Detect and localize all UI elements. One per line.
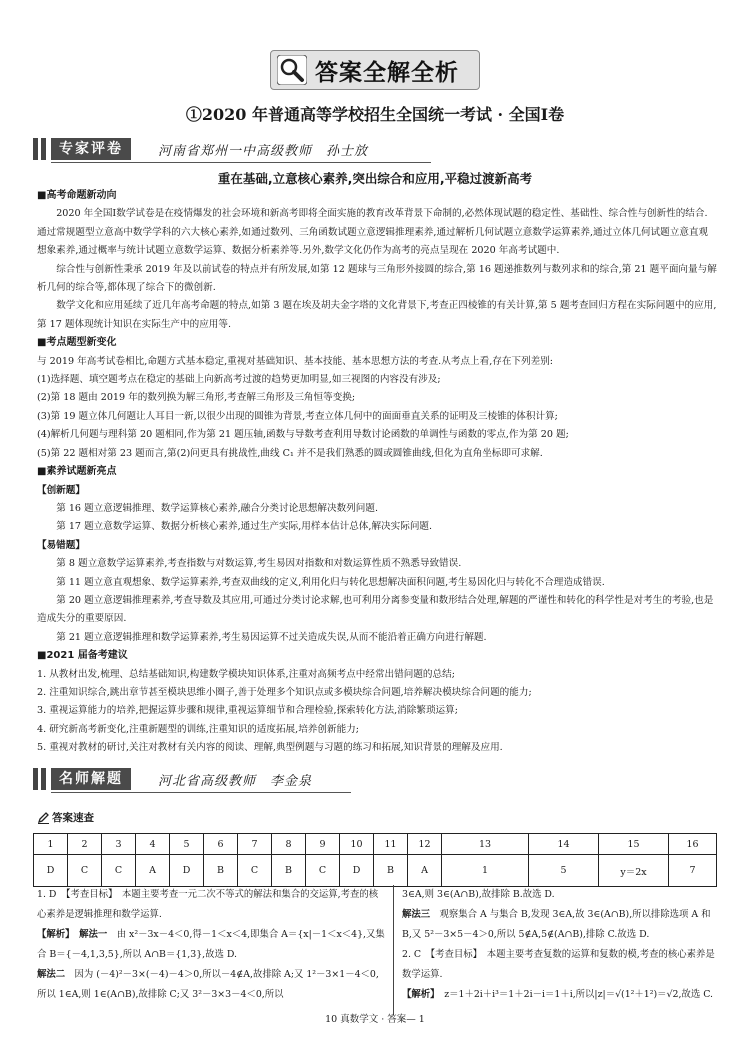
banner-title: 答案全解全析 — [315, 60, 459, 86]
answer-value-cell: A — [136, 855, 170, 887]
answer-number-cell: 7 — [238, 834, 272, 855]
answer-number-cell: 1 — [34, 834, 68, 855]
answer-value-cell: C — [238, 855, 272, 887]
header-bar — [41, 138, 46, 160]
solution-text: z＝1＋2i＋i³＝1＋2i－i＝1＋i,所以|z|＝√(1²＋1²)＝√2,故选 C. — [434, 989, 714, 1000]
header-rule — [51, 792, 351, 793]
list-item: 2. 注重知识综合,跳出章节甚至模块思维小圈子,善于处理多个知识点或多模块综合问题,培养解决模块综合问题的能力; — [37, 686, 532, 698]
solution-text: 因为 (－4)²－3×(－4)－4＞0,所以－4∉A,故排除 A;又 1²－3×1－4＜0,所以 1∈A,则 1∈(A∩B),故排除 C;又 3²－3×3－4＜0,所以 — [37, 969, 379, 1000]
quick-answer-label: 答案速查 — [52, 812, 94, 824]
expert-tag: 专家评卷 — [51, 138, 131, 160]
solution-text — [402, 905, 717, 945]
list-item: (3)第 19 题立体几何题让人耳目一新,以很少出现的圆锥为背景,考查立体几何中的面面垂直关系的证明及三棱锥的体积计算; — [37, 410, 558, 422]
exam-subtitle: ①2020 年普通高等学校招生全国统一考试 · 全国Ⅰ卷 — [185, 105, 565, 124]
answer-value-cell: B — [272, 855, 306, 887]
paragraph: 第 11 题立意直观想象、数学运算素养,考查双曲线的定义,利用化归与转化思想解决面积问题,考生易因化归与转化不合理造成错误. — [56, 576, 605, 588]
answer-number-cell: 5 — [170, 834, 204, 855]
solution-text: 3∈A,则 3∈(A∩B),故排除 B.故选 D. — [402, 889, 555, 900]
answer-number-cell: 4 — [136, 834, 170, 855]
solution-text — [37, 925, 387, 965]
list-item: (4)解析几何题与理科第 20 题相同,作为第 21 题压轴,函数与导数考查利用导数讨论函数的单调性与函数的零点,作为第 20 题; — [37, 429, 569, 441]
answer-value-cell: D — [34, 855, 68, 887]
solution-text: 2. C 【考查目标】 本题主要考查复数的运算和复数的模,考查的核心素养是数学运算. — [402, 949, 715, 980]
answer-value-cell: D — [170, 855, 204, 887]
method-label: 【解析】 — [402, 989, 435, 1000]
answer-number-row — [34, 834, 717, 855]
answer-value-cell: C — [68, 855, 102, 887]
paragraph: 综合性与创新性秉承 2019 年及以前试卷的特点并有所发展,如第 12 题球与三角形外接圆的综合,第 16 题递推数列与数列求和的综合,第 21 题平面向量与解析几何的综合等,都体现了综合下的微创新. — [37, 263, 717, 294]
subsection-tag: 【创新题】 — [37, 484, 85, 496]
section-heading: ■2021 届备考建议 — [37, 650, 128, 662]
answer-value-cell: 7 — [669, 855, 717, 887]
column-divider — [393, 885, 394, 1015]
review-headline: 重在基础,立意核心素养,突出综合和应用,平稳过渡新高考 — [217, 171, 533, 186]
answer-table — [33, 833, 717, 887]
solution-right-column — [402, 885, 717, 1005]
list-item: (5)第 22 题相对第 23 题而言,第(2)问更具有挑战性,曲线 C₁ 并不是我们熟悉的圆或圆锥曲线,但化为直角坐标即可求解. — [37, 447, 543, 459]
answer-number-cell: 15 — [599, 834, 669, 855]
expert-section-header — [33, 138, 723, 160]
answer-value-cell: B — [204, 855, 238, 887]
answer-number-cell: 8 — [272, 834, 306, 855]
answer-number-cell: 14 — [529, 834, 599, 855]
answer-number-cell: 10 — [340, 834, 374, 855]
method-label: 【解析】 解法一 — [37, 929, 108, 940]
paragraph: 第 20 题立意逻辑推理素养,考查导数及其应用,可通过分类讨论求解,也可利用分离参变量和数形结合处理,解题的严谨性和转化的科学性是对考生的考验,也是造成失分的重要原因. — [37, 594, 714, 625]
list-item: (2)第 18 题由 2019 年的数列换为解三角形,考查解三角形及三角恒等变换; — [37, 392, 356, 404]
paragraph: 第 16 题立意逻辑推理、数学运算核心素养,融合分类讨论思想解决数列问题. — [56, 502, 378, 514]
section-heading: ■考点题型新变化 — [37, 337, 117, 349]
answer-number-cell: 9 — [306, 834, 340, 855]
answer-value-cell: y＝2x — [599, 855, 669, 887]
answer-number-cell: 13 — [442, 834, 529, 855]
answer-value-cell: A — [408, 855, 442, 887]
answer-value-cell: 5 — [529, 855, 599, 887]
solution-text — [37, 965, 387, 1005]
pencil-icon — [37, 811, 50, 824]
teacher-author: 河北省高级教师 李金泉 — [158, 774, 313, 789]
subsection-tag: 【易错题】 — [37, 539, 85, 551]
teacher-section-header — [33, 768, 723, 790]
answer-value-cell: C — [306, 855, 340, 887]
answer-number-cell: 2 — [68, 834, 102, 855]
solution-left-column — [37, 885, 387, 1005]
paragraph: 2020 年全国Ⅰ数学试卷是在疫情爆发的社会环境和新高考即将全面实施的教育改革背景下命制的,必然体现试题的稳定性、基础性、综合性与创新性的结合.通过常规题型立意高中数学学科的六大核心素养,如通过数列、三角函数试题立意逻辑推理素养,通过解析几何试题立意数学运算素养,通过立体几何试题立意直观想象素养,通过概率与统计试题立意数学运算、数据分析素养等.另外,数学文化仍作为高考的亮点呈现在 2020 年高考试题中. — [37, 208, 709, 257]
answer-number-cell: 3 — [102, 834, 136, 855]
header-bar — [41, 768, 46, 790]
answer-value-cell: 1 — [442, 855, 529, 887]
solution-text: 观察集合 A 与集合 B,发现 3∈A,故 3∈(A∩B),所以排除选项 A 和 B,又 5²－3×5－4＞0,所以 5∉A,5∉(A∩B),排除 C.故选 D. — [402, 909, 711, 940]
answer-value-cell: C — [102, 855, 136, 887]
list-item: 4. 研究新高考新变化,注重新题型的训练,注重知识的适度拓展,培养创新能力; — [37, 723, 359, 735]
answer-number-cell: 6 — [204, 834, 238, 855]
answer-value-cell: D — [340, 855, 374, 887]
section-heading: ■高考命题新动向 — [37, 190, 117, 201]
magnifier-icon — [277, 55, 307, 85]
paragraph: 第 8 题立意数学运算素养,考查指数与对数运算,考生易因对指数和对数运算性质不熟悉导致错误. — [56, 558, 462, 570]
answer-number-cell: 11 — [374, 834, 408, 855]
answer-number-cell: 12 — [408, 834, 442, 855]
solution-text: 由 x²－3x－4＜0,得－1＜x＜4,即集合 A＝{x|－1＜x＜4},又集合 B＝{－4,1,3,5},所以 A∩B＝{1,3},故选 D. — [37, 929, 385, 960]
solution-text: 1. D 【考查目标】 本题主要考查一元二次不等式的解法和集合的交运算,考查的核心素养是逻辑推理和数学运算. — [37, 889, 379, 920]
method-label: 解法三 — [402, 909, 431, 920]
list-item: (1)选择题、填空题考点在稳定的基础上向新高考过渡的趋势更加明显,如三视图的内容没有涉及; — [37, 374, 441, 386]
method-label: 解法二 — [37, 969, 66, 980]
section-heading: ■素养试题新亮点 — [37, 466, 117, 478]
paragraph: 第 21 题立意逻辑推理和数学运算素养,考生易因运算不过关造成失误,从而不能沿着正确方向进行解题. — [56, 631, 487, 643]
review-body — [37, 187, 717, 758]
answer-value-row — [34, 855, 717, 887]
teacher-tag: 名师解题 — [51, 768, 131, 790]
paragraph: 与 2019 年高考试卷相比,命题方式基本稳定,重视对基础知识、基本技能、基本思想方法的考查.从考点上看,存在下列差别: — [37, 355, 554, 367]
paragraph: 第 17 题立意数学运算、数据分析核心素养,通过生产实际,用样本估计总体,解决实际问题. — [56, 521, 433, 533]
answer-banner — [270, 50, 480, 90]
list-item: 1. 从教材出发,梳理、总结基础知识,构建数学模块知识体系,注重对高频考点中经常出错问题的总结; — [37, 668, 455, 680]
answer-value-cell: B — [374, 855, 408, 887]
header-bar — [33, 138, 38, 160]
header-bar — [33, 768, 38, 790]
page-footer: 10 真数学文 · 答案— 1 — [325, 1014, 425, 1025]
header-rule — [51, 162, 431, 163]
paragraph: 数学文化和应用延续了近几年高考命题的特点,如第 3 题在埃及胡夫金字塔的文化背景下,考查正四棱锥的有关计算,第 5 题考查回归方程在实际问题中的应用,第 17 题体现统计知识在实际生产中的应用等. — [37, 300, 717, 330]
list-item: 3. 重视运算能力的培养,把握运算步骤和规律,重视运算细节和合理检验,探索转化方法,消除繁琐运算; — [37, 705, 458, 717]
solution-text — [402, 985, 717, 1005]
expert-author: 河南省郑州一中高级教师 孙士放 — [158, 144, 369, 159]
answer-number-cell: 16 — [669, 834, 717, 855]
list-item: 5. 重视对教材的研讨,关注对教材有关内容的阅读、理解,典型例题与习题的练习和拓展,知识背景的理解及应用. — [37, 742, 503, 754]
